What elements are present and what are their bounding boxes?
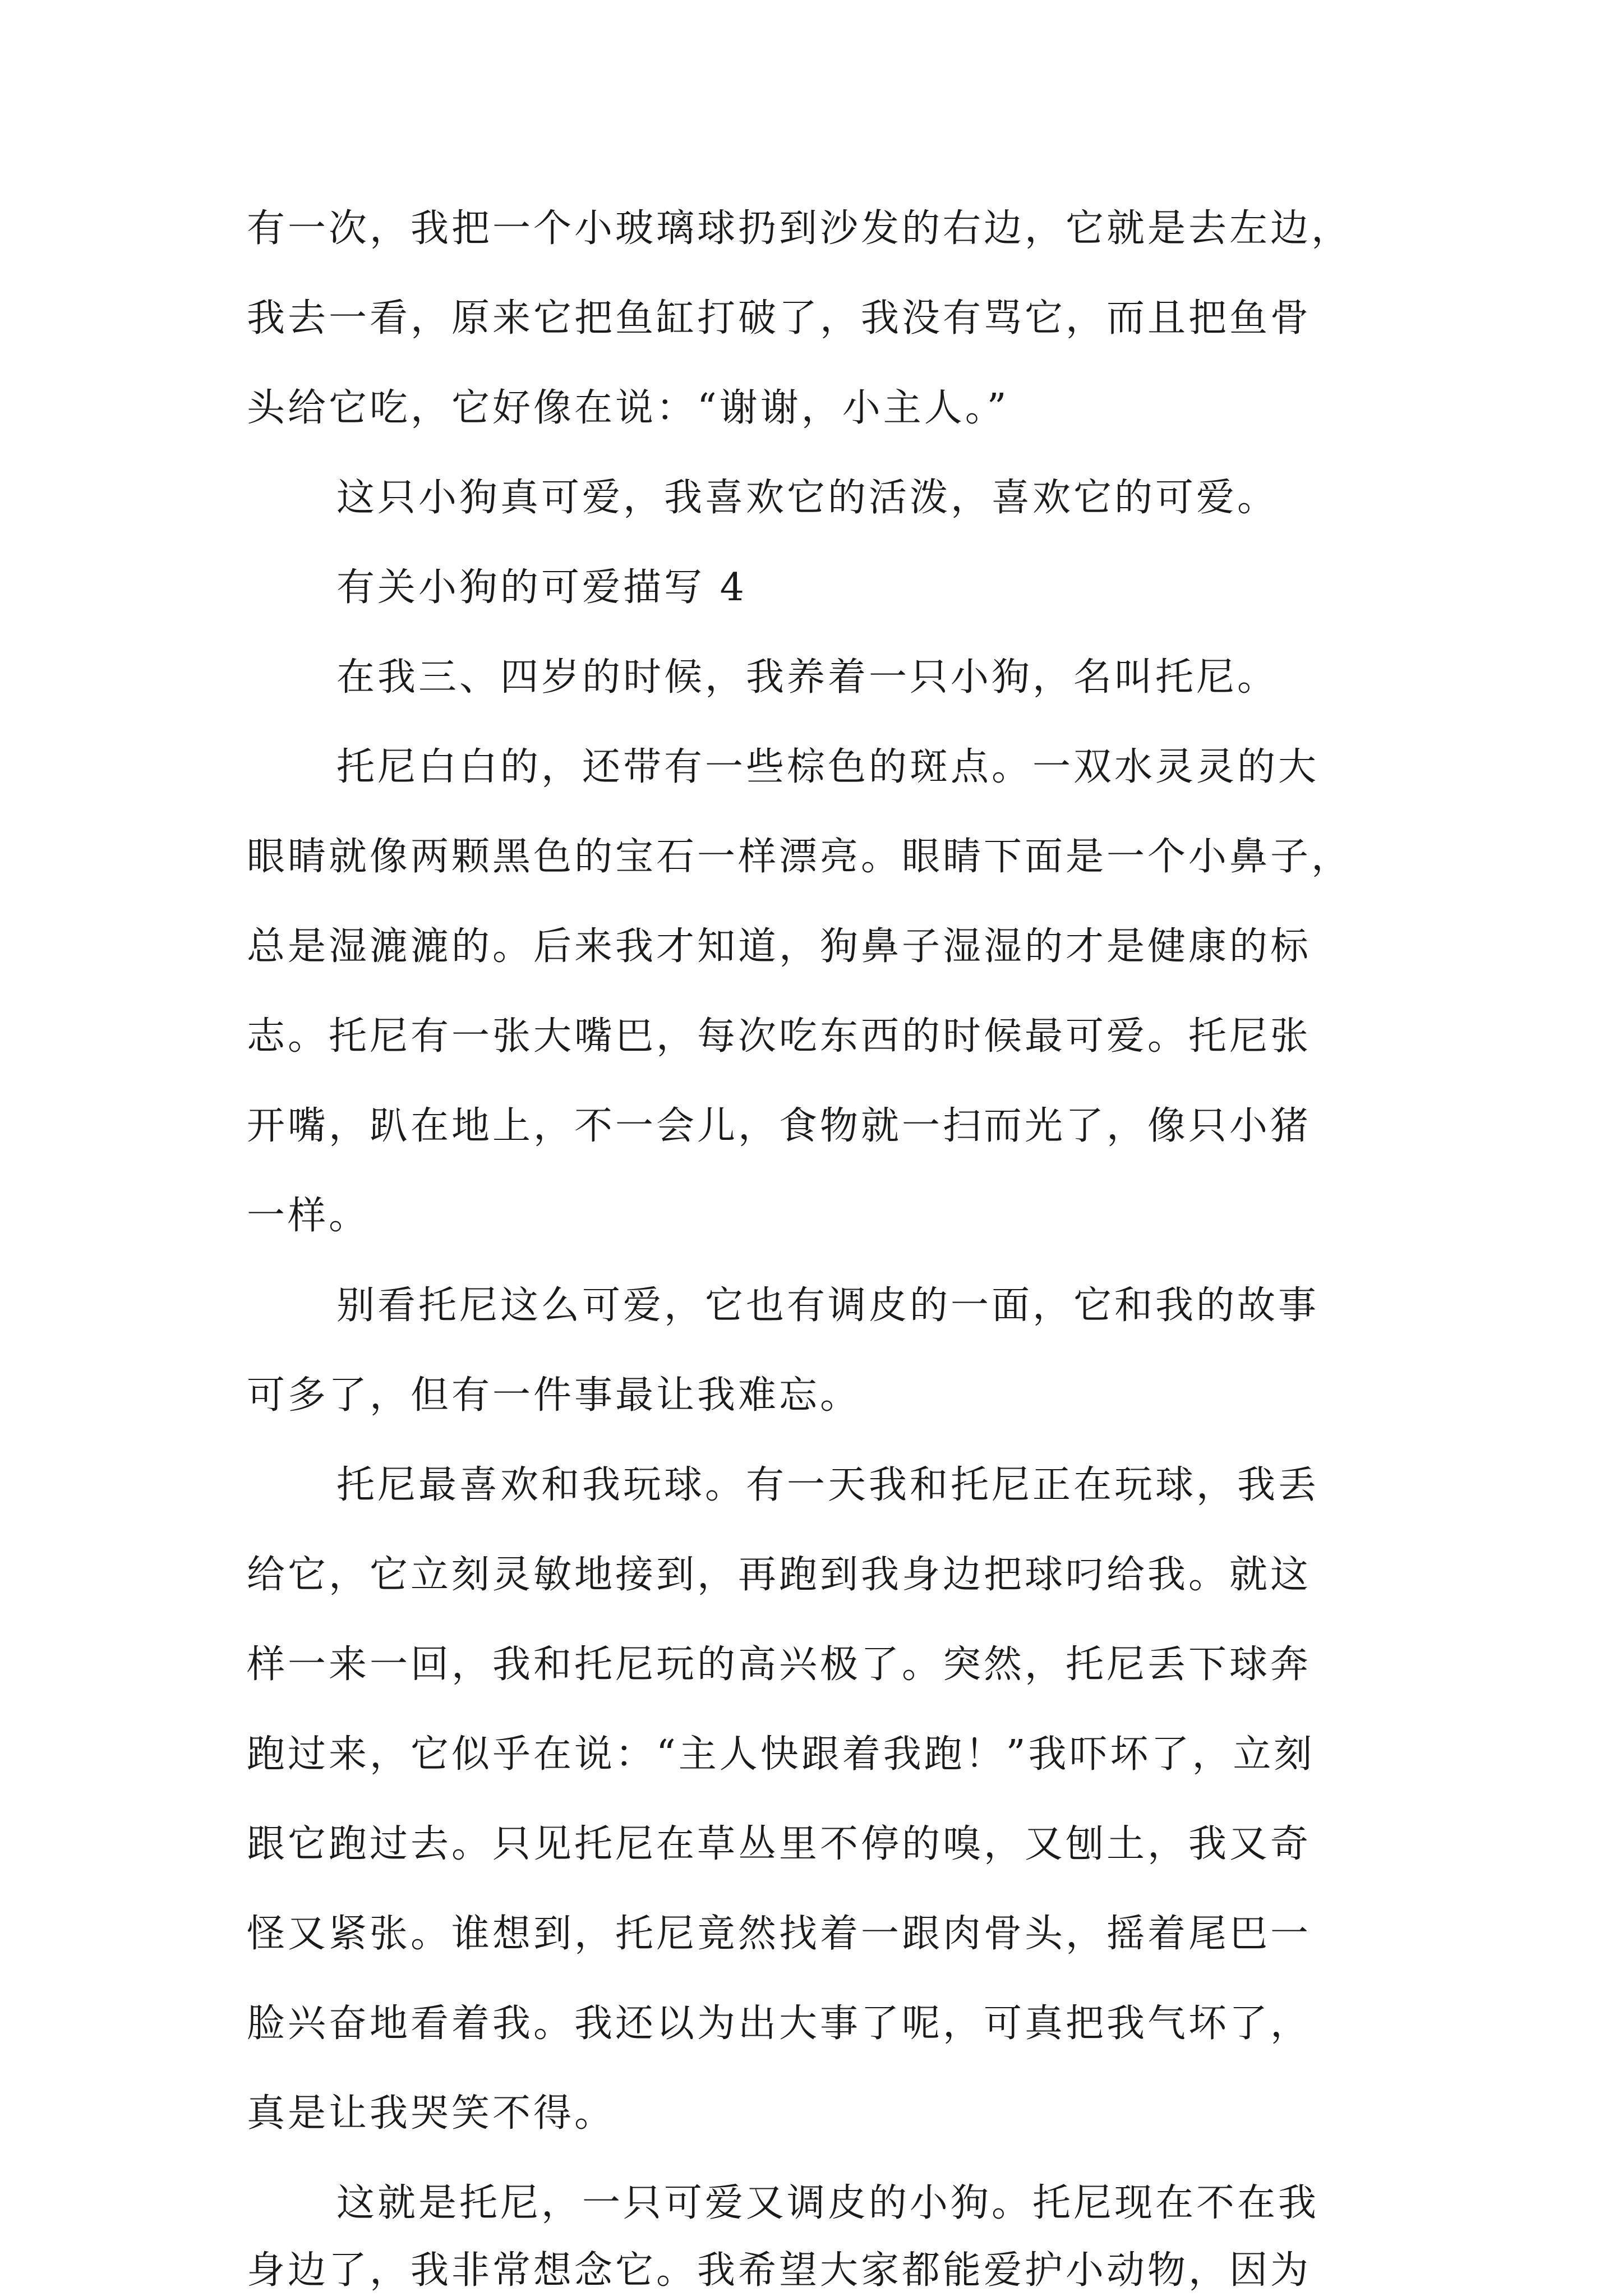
text-line: 样一来一回，我和托尼玩的高兴极了。突然，托尼丢下球奔 bbox=[247, 1642, 1312, 1687]
text-line: 开嘴，趴在地上，不一会儿，食物就一扫而光了，像只小猪 bbox=[247, 1104, 1312, 1148]
text-line: 这只小狗真可爱，我喜欢它的活泼，喜欢它的可爱。 bbox=[336, 476, 1279, 520]
text-line: 跟它跑过去。只见托尼在草丛里不停的嗅，又刨土，我又奇 bbox=[247, 1822, 1312, 1866]
text-line: 别看托尼这么可爱，它也有调皮的一面，它和我的故事 bbox=[336, 1283, 1320, 1328]
text-line: 托尼最喜欢和我玩球。有一天我和托尼正在玩球，我丢 bbox=[336, 1463, 1320, 1507]
text-line: 真是让我哭笑不得。 bbox=[247, 2091, 616, 2136]
text-line: 怪又紧张。谁想到，托尼竟然找着一跟肉骨头，摇着尾巴一 bbox=[247, 1912, 1312, 1956]
text-line: 脸兴奋地看着我。我还以为出大事了呢，可真把我气坏了， bbox=[247, 2001, 1312, 2046]
text-line: 头给它吃，它好像在说：“谢谢，小主人。” bbox=[247, 386, 1009, 430]
text-line: 身边了，我非常想念它。我希望大家都能爱护小动物，因为 bbox=[247, 2248, 1312, 2293]
text-line: 有一次，我把一个小玻璃球扔到沙发的右边，它就是去左边， bbox=[247, 206, 1353, 251]
text-line: 我去一看，原来它把鱼缸打破了，我没有骂它，而且把鱼骨 bbox=[247, 296, 1312, 341]
text-line: 一样。 bbox=[247, 1194, 370, 1238]
text-line: 总是湿漉漉的。后来我才知道，狗鼻子湿湿的才是健康的标 bbox=[247, 924, 1312, 969]
text-line: 可多了，但有一件事最让我难忘。 bbox=[247, 1373, 861, 1418]
text-line: 眼睛就像两颗黑色的宝石一样漂亮。眼睛下面是一个小鼻子， bbox=[247, 835, 1353, 879]
text-line: 志。托尼有一张大嘴巴，每次吃东西的时候最可爱。托尼张 bbox=[247, 1014, 1312, 1059]
text-line: 托尼白白的，还带有一些棕色的斑点。一双水灵灵的大 bbox=[336, 745, 1320, 789]
text-line: 在我三、四岁的时候，我养着一只小狗，名叫托尼。 bbox=[336, 655, 1279, 700]
text-line: 跑过来，它似乎在说：“主人快跟着我跑！”我吓坏了，立刻 bbox=[247, 1732, 1315, 1777]
text-line: 这就是托尼，一只可爱又调皮的小狗。托尼现在不在我 bbox=[336, 2181, 1320, 2225]
section-heading: 有关小狗的可爱描写 4 bbox=[336, 565, 747, 610]
text-line: 给它，它立刻灵敏地接到，再跑到我身边把球叼给我。就这 bbox=[247, 1553, 1312, 1597]
